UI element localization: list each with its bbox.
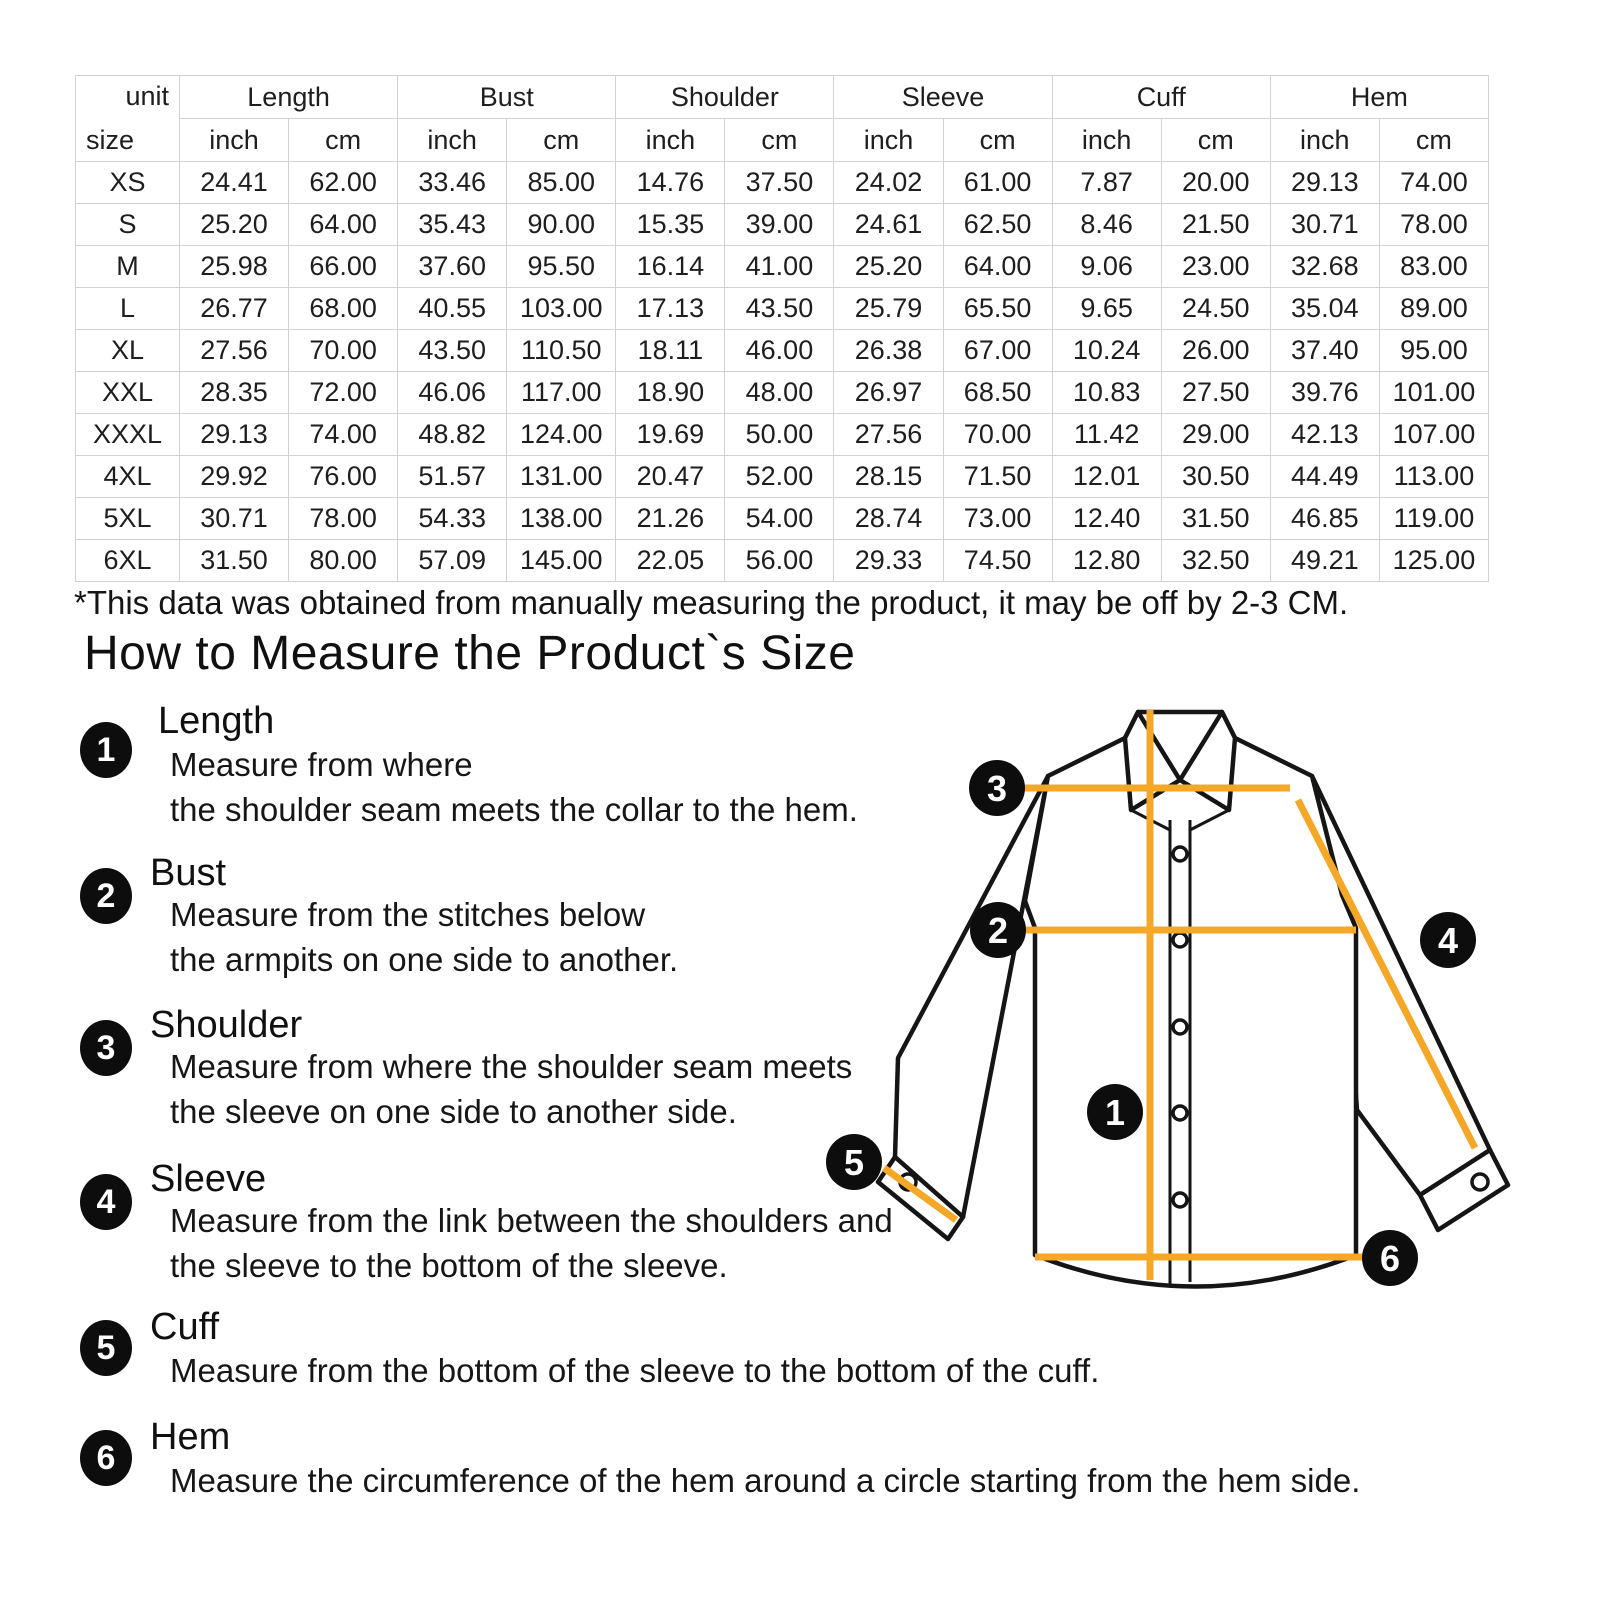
value-cell: 67.00 — [943, 330, 1052, 372]
unit-header: inch — [180, 119, 289, 162]
value-cell: 7.87 — [1052, 162, 1161, 204]
value-cell: 101.00 — [1379, 372, 1488, 414]
value-cell: 76.00 — [289, 456, 398, 498]
value-cell: 54.00 — [725, 498, 834, 540]
unit-header: cm — [943, 119, 1052, 162]
value-cell: 61.00 — [943, 162, 1052, 204]
step-2-badge — [80, 868, 132, 924]
corner-size-label: size — [86, 125, 135, 155]
size-table-body — [76, 76, 1489, 582]
value-cell: 50.00 — [725, 414, 834, 456]
value-cell: 31.50 — [180, 540, 289, 582]
size-cell: 5XL — [76, 498, 180, 540]
step-5-badge — [80, 1320, 132, 1376]
measurement-disclaimer: *This data was obtained from manually measuring the product, it may be off by 2-3 CM. — [74, 584, 1349, 621]
value-cell: 124.00 — [507, 414, 616, 456]
corner-unit-label: unit — [125, 81, 169, 111]
page-title: How to Measure the Product`s Size — [84, 627, 856, 680]
value-cell: 71.50 — [943, 456, 1052, 498]
value-cell: 29.13 — [180, 414, 289, 456]
value-cell: 52.00 — [725, 456, 834, 498]
value-cell: 25.20 — [834, 246, 943, 288]
value-cell: 37.50 — [725, 162, 834, 204]
value-cell: 8.46 — [1052, 204, 1161, 246]
button-5 — [1173, 1193, 1187, 1207]
value-cell: 35.04 — [1270, 288, 1379, 330]
step-3-title: Shoulder — [150, 1004, 303, 1046]
step-2-title: Bust — [150, 852, 227, 894]
value-cell: 80.00 — [289, 540, 398, 582]
unit-header: cm — [1161, 119, 1270, 162]
unit-header: inch — [834, 119, 943, 162]
unit-header: cm — [507, 119, 616, 162]
value-cell: 27.56 — [834, 414, 943, 456]
size-table-container — [75, 75, 1489, 582]
group-header: Cuff — [1052, 76, 1270, 119]
table-row — [76, 540, 1489, 582]
step-1-badge — [80, 722, 132, 778]
button-1 — [1173, 847, 1187, 861]
value-cell: 72.00 — [289, 372, 398, 414]
step-6-title: Hem — [150, 1416, 231, 1458]
value-cell: 44.49 — [1270, 456, 1379, 498]
table-row — [76, 498, 1489, 540]
value-cell: 12.01 — [1052, 456, 1161, 498]
value-cell: 16.14 — [616, 246, 725, 288]
value-cell: 70.00 — [289, 330, 398, 372]
table-row — [76, 414, 1489, 456]
table-row — [76, 330, 1489, 372]
value-cell: 73.00 — [943, 498, 1052, 540]
value-cell: 74.00 — [1379, 162, 1488, 204]
badge-3-number: 3 — [986, 768, 1008, 809]
size-cell: 4XL — [76, 456, 180, 498]
value-cell: 138.00 — [507, 498, 616, 540]
value-cell: 78.00 — [1379, 204, 1488, 246]
value-cell: 12.40 — [1052, 498, 1161, 540]
value-cell: 11.42 — [1052, 414, 1161, 456]
group-header: Shoulder — [616, 76, 834, 119]
unit-header: cm — [289, 119, 398, 162]
value-cell: 14.76 — [616, 162, 725, 204]
diagram-badge-2 — [970, 902, 1026, 958]
value-cell: 18.11 — [616, 330, 725, 372]
value-cell: 119.00 — [1379, 498, 1488, 540]
value-cell: 18.90 — [616, 372, 725, 414]
value-cell: 64.00 — [943, 246, 1052, 288]
size-cell: L — [76, 288, 180, 330]
step-4-number: 4 — [96, 1182, 116, 1221]
value-cell: 125.00 — [1379, 540, 1488, 582]
table-row — [76, 288, 1489, 330]
value-cell: 40.55 — [398, 288, 507, 330]
value-cell: 131.00 — [507, 456, 616, 498]
value-cell: 32.68 — [1270, 246, 1379, 288]
badge-4-number: 4 — [1437, 920, 1459, 961]
step-4-title: Sleeve — [150, 1158, 267, 1200]
value-cell: 26.97 — [834, 372, 943, 414]
value-cell: 22.05 — [616, 540, 725, 582]
value-cell: 62.50 — [943, 204, 1052, 246]
value-cell: 107.00 — [1379, 414, 1488, 456]
value-cell: 24.02 — [834, 162, 943, 204]
value-cell: 17.13 — [616, 288, 725, 330]
value-cell: 33.46 — [398, 162, 507, 204]
table-header-row — [76, 76, 1489, 119]
value-cell: 15.35 — [616, 204, 725, 246]
badge-5-number: 5 — [843, 1142, 865, 1183]
value-cell: 30.71 — [180, 498, 289, 540]
table-subheader-row — [76, 119, 1489, 162]
value-cell: 57.09 — [398, 540, 507, 582]
value-cell: 56.00 — [725, 540, 834, 582]
value-cell: 31.50 — [1161, 498, 1270, 540]
value-cell: 41.00 — [725, 246, 834, 288]
value-cell: 74.50 — [943, 540, 1052, 582]
value-cell: 27.56 — [180, 330, 289, 372]
value-cell: 37.60 — [398, 246, 507, 288]
diagram-badge-3 — [969, 760, 1025, 816]
value-cell: 48.00 — [725, 372, 834, 414]
table-row — [76, 246, 1489, 288]
step-4-badge — [80, 1174, 132, 1230]
value-cell: 20.00 — [1161, 162, 1270, 204]
left-sleeve — [895, 776, 1048, 1217]
value-cell: 37.40 — [1270, 330, 1379, 372]
unit-header: inch — [616, 119, 725, 162]
value-cell: 39.76 — [1270, 372, 1379, 414]
size-cell: XS — [76, 162, 180, 204]
unit-header: inch — [398, 119, 507, 162]
value-cell: 117.00 — [507, 372, 616, 414]
step-1-title: Length — [158, 700, 275, 742]
value-cell: 21.26 — [616, 498, 725, 540]
step-2-line-1: Measure from the stitches below — [170, 896, 646, 933]
button-2 — [1173, 933, 1187, 947]
value-cell: 25.79 — [834, 288, 943, 330]
value-cell: 83.00 — [1379, 246, 1488, 288]
badge-2-number: 2 — [987, 910, 1009, 951]
diagram-badge-1 — [1087, 1084, 1143, 1140]
value-cell: 43.50 — [725, 288, 834, 330]
corner-cell — [76, 76, 180, 162]
value-cell: 46.85 — [1270, 498, 1379, 540]
group-header: Sleeve — [834, 76, 1052, 119]
value-cell: 46.00 — [725, 330, 834, 372]
value-cell: 24.41 — [180, 162, 289, 204]
step-5-line-1: Measure from the bottom of the sleeve to the bottom of the cuff. — [170, 1352, 1100, 1389]
value-cell: 70.00 — [943, 414, 1052, 456]
value-cell: 25.98 — [180, 246, 289, 288]
button-4 — [1173, 1106, 1187, 1120]
value-cell: 32.50 — [1161, 540, 1270, 582]
value-cell: 68.00 — [289, 288, 398, 330]
table-row — [76, 162, 1489, 204]
unit-header: cm — [725, 119, 834, 162]
step-6-number: 6 — [96, 1438, 116, 1477]
diagram-badge-6 — [1362, 1230, 1418, 1286]
table-row — [76, 456, 1489, 498]
unit-header: cm — [1379, 119, 1488, 162]
group-header: Bust — [398, 76, 616, 119]
step-4-line-2: the sleeve to the bottom of the sleeve. — [170, 1247, 728, 1284]
value-cell: 23.00 — [1161, 246, 1270, 288]
step-6-line-1: Measure the circumference of the hem around a circle starting from the hem side. — [170, 1462, 1361, 1499]
value-cell: 10.24 — [1052, 330, 1161, 372]
value-cell: 10.83 — [1052, 372, 1161, 414]
value-cell: 113.00 — [1379, 456, 1488, 498]
step-6-badge — [80, 1430, 132, 1486]
value-cell: 24.61 — [834, 204, 943, 246]
value-cell: 29.00 — [1161, 414, 1270, 456]
badge-1-number: 1 — [1104, 1092, 1126, 1133]
size-cell: 6XL — [76, 540, 180, 582]
step-5-title: Cuff — [150, 1306, 220, 1348]
table-row — [76, 204, 1489, 246]
step-1-line-1: Measure from where — [170, 746, 473, 783]
right-cuff-button — [1472, 1174, 1488, 1190]
value-cell: 43.50 — [398, 330, 507, 372]
value-cell: 64.00 — [289, 204, 398, 246]
value-cell: 28.35 — [180, 372, 289, 414]
step-3-line-1: Measure from where the shoulder seam meets — [170, 1048, 853, 1085]
size-cell: XXXL — [76, 414, 180, 456]
value-cell: 54.33 — [398, 498, 507, 540]
value-cell: 110.50 — [507, 330, 616, 372]
value-cell: 145.00 — [507, 540, 616, 582]
value-cell: 30.71 — [1270, 204, 1379, 246]
unit-header: inch — [1270, 119, 1379, 162]
value-cell: 20.47 — [616, 456, 725, 498]
value-cell: 62.00 — [289, 162, 398, 204]
step-2-number: 2 — [96, 876, 116, 915]
value-cell: 90.00 — [507, 204, 616, 246]
value-cell: 39.00 — [725, 204, 834, 246]
value-cell: 103.00 — [507, 288, 616, 330]
value-cell: 46.06 — [398, 372, 507, 414]
size-cell: S — [76, 204, 180, 246]
value-cell: 49.21 — [1270, 540, 1379, 582]
value-cell: 21.50 — [1161, 204, 1270, 246]
shirt-measure-diagram — [820, 690, 1540, 1350]
value-cell: 74.00 — [289, 414, 398, 456]
step-2-line-2: the armpits on one side to another. — [170, 941, 679, 978]
button-3 — [1173, 1020, 1187, 1034]
diagram-badge-4 — [1420, 912, 1476, 968]
value-cell: 12.80 — [1052, 540, 1161, 582]
step-3-line-2: the sleeve on one side to another side. — [170, 1093, 737, 1130]
value-cell: 68.50 — [943, 372, 1052, 414]
value-cell: 51.57 — [398, 456, 507, 498]
step-1-number: 1 — [96, 730, 116, 769]
step-5-number: 5 — [96, 1328, 116, 1367]
size-table — [75, 75, 1489, 582]
value-cell: 29.92 — [180, 456, 289, 498]
value-cell: 66.00 — [289, 246, 398, 288]
value-cell: 30.50 — [1161, 456, 1270, 498]
value-cell: 95.00 — [1379, 330, 1488, 372]
value-cell: 95.50 — [507, 246, 616, 288]
step-3-badge — [80, 1020, 132, 1076]
step-4-line-1: Measure from the link between the shoulders and — [170, 1202, 893, 1239]
value-cell: 9.65 — [1052, 288, 1161, 330]
value-cell: 26.77 — [180, 288, 289, 330]
size-cell: XL — [76, 330, 180, 372]
table-row — [76, 372, 1489, 414]
step-3-number: 3 — [96, 1028, 116, 1067]
unit-header: inch — [1052, 119, 1161, 162]
value-cell: 48.82 — [398, 414, 507, 456]
value-cell: 26.38 — [834, 330, 943, 372]
value-cell: 42.13 — [1270, 414, 1379, 456]
value-cell: 29.13 — [1270, 162, 1379, 204]
value-cell: 78.00 — [289, 498, 398, 540]
value-cell: 27.50 — [1161, 372, 1270, 414]
value-cell: 85.00 — [507, 162, 616, 204]
value-cell: 35.43 — [398, 204, 507, 246]
diagram-badge-5 — [826, 1134, 882, 1190]
group-header: Length — [180, 76, 398, 119]
value-cell: 26.00 — [1161, 330, 1270, 372]
value-cell: 28.74 — [834, 498, 943, 540]
value-cell: 29.33 — [834, 540, 943, 582]
value-cell: 89.00 — [1379, 288, 1488, 330]
value-cell: 28.15 — [834, 456, 943, 498]
value-cell: 24.50 — [1161, 288, 1270, 330]
size-cell: XXL — [76, 372, 180, 414]
value-cell: 19.69 — [616, 414, 725, 456]
value-cell: 65.50 — [943, 288, 1052, 330]
value-cell: 25.20 — [180, 204, 289, 246]
group-header: Hem — [1270, 76, 1488, 119]
badge-6-number: 6 — [1379, 1238, 1401, 1279]
step-1-line-2: the shoulder seam meets the collar to the hem. — [170, 791, 858, 828]
size-cell: M — [76, 246, 180, 288]
value-cell: 9.06 — [1052, 246, 1161, 288]
